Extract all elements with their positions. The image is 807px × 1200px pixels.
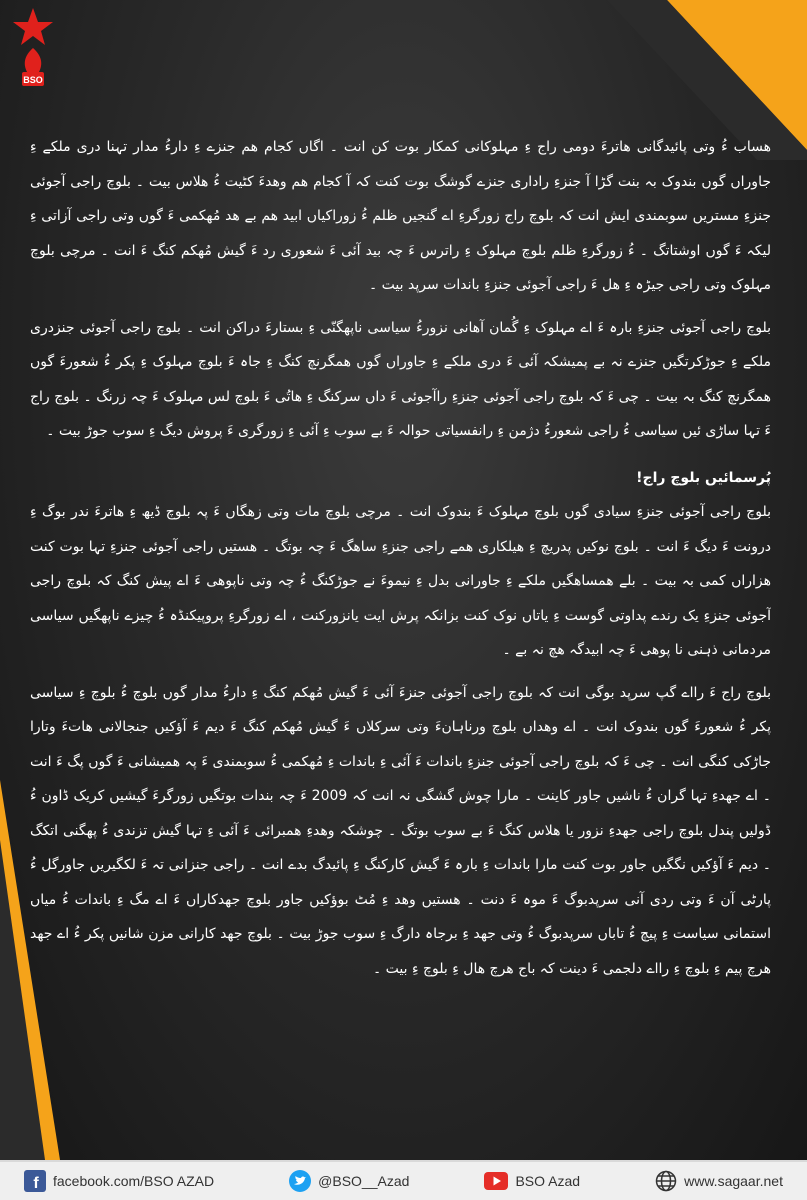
footer-social-bar [0, 1160, 807, 1200]
website-link-text: www.sagaar.net [684, 1173, 783, 1189]
svg-text:BSO: BSO [23, 75, 43, 85]
twitter-icon [289, 1170, 311, 1192]
twitter-link-text: @BSO__Azad [318, 1173, 410, 1189]
facebook-icon [24, 1170, 46, 1192]
website-link[interactable] [655, 1170, 783, 1192]
article-heading: پُرسمائیں بلوچ راج! [636, 469, 771, 486]
globe-icon [655, 1170, 677, 1192]
twitter-link[interactable] [289, 1170, 409, 1192]
youtube-icon [484, 1172, 508, 1190]
article-body [30, 130, 771, 1140]
youtube-link-text: BSO Azad [515, 1173, 581, 1189]
article-paragraph-1: ھساب ءُ وتی پائیدگانی ھاترءَ دومی راج ءِ مہلوکانی کمکار بوت کن انت ۔ اگاں کجام ھم جنزے ءِ دارءُ مدار تہنا دری ملکے ءِ جاوراں گوں بندوک بہ بنت گڑا آ جنزءِ راداری جنزے گوشگ بوت کنت کہ آ کجام ھم وھدءَ کٹیت ءُ ھلاس بیت ۔ بلوچ راجی آجوئی جنزءِ مستریں سوبمندی ایش انت کہ بلوچ راج زورگرءِ اے گنجیں ظلم ءُ زوراکیاں ابید ھم بے ھد مُھکمی ءَ گوں وتی راجی آزاتی ءِ لیکہ ءَ گوں اوشتاتگ ۔ ءُ زورگرءِ ظلم بلوچ مہلوک ءِ راترس ءَ چہ بید آئی ءَ شعوری رد ءَ گیش مُھکم کنگ ءَ انت ۔ مرچی بلوچ مہلوک وتی راجی جیڑہ ءِ ھل ءَ راجی آجوئی جنزءِ باندات سرپد بیت ۔ [30, 139, 771, 293]
svg-text:f: f [33, 1175, 39, 1192]
article-paragraph-2: بلوچ راجی آجوئی جنزءِ بارہ ءَ اے مہلوک ءِ گُمان آھانی نزورءُ سیاسی ناپھگنّی ءِ بستارءَ دراکن انت ۔ بلوچ راجی آجوئی جنزدری ملکے ءِ جوڑکرتگیں جنزے نہ بے پمیشکہ آئی ءَ دری ملکے ءِ جاوراں گوں ھمگرنچ کنگ ءِ جاہ ءَ بلوچ مہلوک ءِ پکر ءُ شعورءَ گوں ھمگرنچ کنگ بہ بیت ۔ چی ءَ کہ بلوچ راجی آجوئی جنزءِ راآجوئی ءَ داں سرکنگ ءِ ھاتُی ءَ بلوچ لس مہلوک ءَ چہ زرنگ ۔ بلوچ راج ءَ تہا ساڑی ئیں سیاسی ءُ راجی شعورءُ دژمن ءِ رانفسیاتی حوالہ ءَ بے سوب ءِ آئی ءِ زورگری ءَ پروش دیگ ءِ سوب جوڑ بیت ۔ [30, 319, 771, 439]
facebook-link[interactable] [24, 1170, 214, 1192]
article-paragraph-4: بلوچ راج ءَ رااے گپ سرپد بوگی انت کہ بلوچ راجی آجوئی جنزءَ آئی ءَ گیش مُھکم کنگ ءِ دارءُ مدار گوں بلوچ ءُ بلوچ ءِ سیاسی پکر ءُ شعورءَ گوں بندوک انت ۔ اے وھداں بلوچ ورناہانءَ وتی سرکلاں ءَ گیش مُھکم کنگ ءَ دیم ءَ آؤکیں جنجالانی ھاتءَ وتارا جاڑکی کنگی انت ۔ چی ءَ کہ بلوچ راجی آجوئی جنزءِ باندات ءَ آئی ءِ باندات ءِ مُھکمی ءُ سوبمندی ءَ پہ ھمیشانی ءَ گوں پگ ءَ انت ۔ اے جھدءِ تہا گران ءُ ناشیں جاور کاینت ۔ مارا چوش گشگی نہ انت کہ 2009 ءَ چہ بندات بوتگیں زورگرءَ گیشیں کریک ڈاون ءُ ڈولیں پندل بلوچ راجی جھدءِ نزور یا ھلاس کنگ ءَ بے سوب بوتگ ۔ چوشکہ وھدءِ ھمبرائی ءَ آئی ءِ تہا گیش تزندی ءُ پھگنی اتکگ ۔ دیم ءَ آؤکیں نگگیں جاور بوت کنت مارا باندات ءِ بارہ ءَ گیش کارکنگ ءِ پائیدگ بدے انت ۔ راجی جنزانی تہ ءَ لکگیریں جاورگل ءُ پارٹی آن ءَ وتی ردی آنی سرپدبوگ ءَ موہ ءَ دنت ۔ ھستیں وھد ءِ مُٹ بوؤکیں جاور بلوچ جھدکاراں ءَ اے مگ ءِ باندات ءُ میاں استمانی سیاست ءِ پیچ ءُ تاباں سرپدبوگ ءُ وتی جھد ءِ برجاہ دارگ ءِ سوب جوڑ بیت ۔ بلوچ جھد کارانی مزن شانیں پکر ءُ اے جھد ھرچ پیم ءِ بلوچ ءِ رااے دلجمی ءَ دینت کہ باج ھرچ ھال ءِ بلوچ ءِ بیت ۔ [30, 684, 771, 977]
facebook-link-text: facebook.com/BSO AZAD [53, 1173, 215, 1189]
youtube-link[interactable] [484, 1172, 580, 1190]
star-icon [13, 8, 53, 45]
bso-logo [10, 8, 56, 90]
torch-flame-icon [25, 48, 41, 72]
article-paragraph-3: بلوچ راجی آجوئی جنزءِ سیادی گوں بلوچ مہلوک ءَ بندوک انت ۔ مرچی بلوچ مات وتی زھگاں ءَ پہ بلوچ ڈیھ ءِ ھاترءَ ندر بوگ ءِ درونت ءَ دیگ ءَ انت ۔ بلوچ نوکیں پدریچ ءِ ھیلکاری ھمے راجی جنزءِ ساھگ ءَ چہ بوتگ ۔ ھستیں راجی آجوئی جنزءِ تہا بوت کنت ھزاراں کمی بہ بیت ۔ بلے ھمساھگیں ملکے ءِ جاورانی بدل ءِ نیموءَ نے جوڑکنگ ءُ چہ وتی ناپوھی ءَ اے پیش کنگ کہ بلوچ راجی آجوئی جنزءِ یک رندے پداوتی گوست ءِ یاتاں نوک کنت بزانکہ پرش ایت یانزورکنت ، اے زورگرءِ پروپیکنڈہ ءُ چیزے ناپھگیں سیاسی مردمانی ذہنی نا پوھی ءَ چہ ابیدگہ ھچ نہ بے ۔ [30, 504, 771, 658]
